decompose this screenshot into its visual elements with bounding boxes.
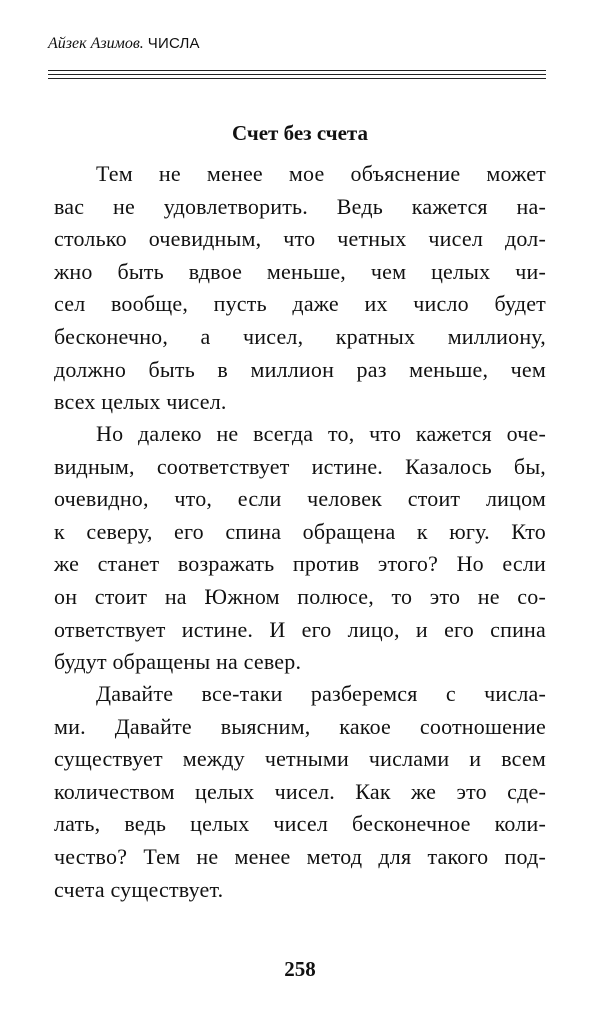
page-number: 258 [284,957,316,981]
text-line: ответствует истине. И его лицо, и его спина [54,616,546,642]
text-line: счета существует. [54,876,224,902]
text-line: сел вообще, пусть даже их число будет [54,291,546,317]
text-line: к северу, его спина обращена к югу. Кто [54,518,546,544]
text-line: существует между четными числами и всем [54,746,546,772]
text-line: бесконечно, а чисел, кратных миллиону, [54,323,546,349]
paragraph-2 [54,418,546,679]
header-author: Айзек Азимов. [48,35,144,52]
header-rule [48,70,546,71]
text-line: Тем не менее мое объяснение может [96,161,546,186]
section-title: Счет без счета [232,121,368,145]
text-line: столько очевидным, что четных чисел дол- [54,226,546,252]
running-header [48,34,200,54]
text-line: лать, ведь целых чисел бесконечное коли- [54,811,546,837]
header-rule [48,78,546,79]
text-line: количеством целых чисел. Как же это сде- [54,778,546,804]
text-line: видным, соответствует истине. Казалось бы, [54,453,546,479]
paragraph-3 [54,678,546,906]
paragraph-1 [54,158,546,419]
header-rule [48,74,546,75]
text-line: должно быть в миллион раз меньше, чем [54,356,546,382]
text-line: вас не удовлетворить. Ведь кажется на- [54,193,546,219]
text-line: ми. Давайте выясним, какое соотношение [54,713,546,739]
text-line: же станет возражать против этого? Но если [54,551,546,577]
text-line: Но далеко не всегда то, что кажется оче- [96,421,546,446]
text-line: он стоит на Южном полюсе, то это не со- [54,583,546,609]
text-line: будут обращены на север. [54,649,302,675]
text-line: жно быть вдвое меньше, чем целых чи- [54,258,546,284]
text-line: очевидно, что, если человек стоит лицом [54,486,546,512]
text-line: Давайте все-таки разберемся с числа- [96,681,546,706]
text-line: чество? Тем не менее метод для такого под- [54,843,546,869]
text-line: всех целых чисел. [54,389,227,415]
header-book-title: ЧИСЛА [147,35,200,52]
